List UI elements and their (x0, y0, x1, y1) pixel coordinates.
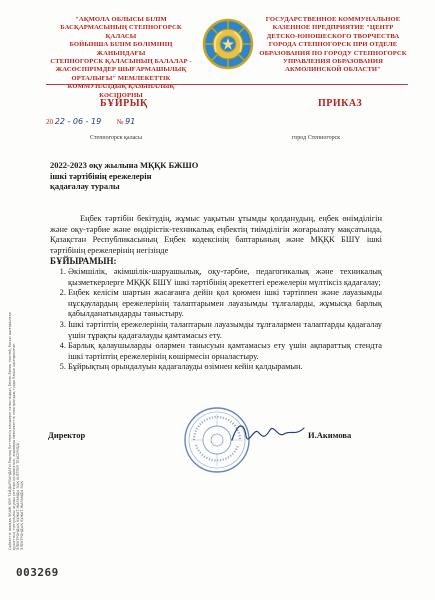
handwritten-signature-icon (228, 418, 308, 448)
state-emblem-icon (202, 18, 254, 70)
margin-note-line: Сәйкестік аныққа ЭҚАЖ КЕРІ ТАЙДЫРУЫНДАҒЫ барлық беттерінің мөлшерін салыстырып, бөлек-бөлек тікелей, басып шығарылған (8, 312, 12, 550)
letterhead-left-line: БАСҚАРМАСЫНЫҢ СТЕПНОГОРСК ҚАЛАСЫ (60, 24, 182, 40)
list-item: 1. Әкімшілік, әкімшілік-шаруашылық, оқу-тәрбие, педагогикалық және техникалық қызметкерлерге МҚҚК БШҮ ішкі тәртібінің әрекеттегі ережелерін мүлтіксіз қадағалау; (68, 267, 382, 288)
margin-verification-note (8, 312, 24, 550)
letterhead-right-line: ОБРАЗОВАНИЯ ПО ГОРОДУ СТЕПНОГОРСК (259, 49, 407, 57)
letterhead-right-line: ГОСУДАРСТВЕННОЕ КОММУНАЛЬНОЕ (265, 16, 401, 23)
subject-line: қадағалау туралы (50, 181, 120, 191)
order-subject (50, 160, 250, 192)
city-ru: город Степногорск (292, 135, 341, 141)
list-item: 5. Бұйрықтың орындалуын қадағалауды өзімнен кейін қалдырамын. (68, 362, 382, 373)
letterhead-left-line: СТЕПНОГОРСК ҚАЛАСЫНЫҢ БАЛАЛАР - (50, 58, 192, 66)
letterhead-right-line: УПРАВЛЕНИЯ ОБРАЗОВАНИЯ (283, 58, 383, 66)
decree-word: БҰЙЫРАМЫН (50, 256, 114, 267)
letterhead-left-line: ЖАСӨСПІРІМДЕР ШЫҒАРМАШЫЛЫҚ (55, 66, 187, 74)
order-items-list (50, 267, 382, 373)
letterhead-left-line: "АҚМОЛА ОБЛЫСЫ БІЛІМ (75, 16, 167, 23)
letterhead-right-line: АКМОЛИНСКОЙ ОБЛАСТИ" (285, 66, 381, 74)
list-item: 2. Еңбек келісім шартын жасағанға дейін қол қоюмен ішкі тәртіппен және лауазымды нұсқаулардың ережелерінің талаптарымен лауазымды тұлғаларды, жұмысқа барлық қабылданатындарды таныстыру. (68, 288, 382, 320)
list-item: 3. Ішкі тәртіптің ережелерінің талаптарын лауазымды тұлғалармен талаптарды қадағалау үшін тұрақты қадағалауды қамтамасыз ету. (68, 320, 382, 341)
document-title-ru: ПРИКАЗ (318, 98, 363, 109)
letterhead-right-line: ГОРОДА СТЕПНОГОРСК ПРИ ОТДЕЛЕ (268, 41, 398, 49)
subject-line: ішкі тәртібінің ережелерін (50, 170, 152, 181)
decree-heading: БҰЙЫРАМЫН: (50, 256, 117, 267)
margin-note-line: құжаттың түпнұсқасы жұмыс ретінде қолданатын, жарамды мемлекеттік электрондық түрде басып шығарылған (12, 343, 16, 550)
handwritten-number: 91 (125, 117, 136, 126)
document-serial-number: 003269 (16, 566, 59, 579)
letterhead-left-line: КОММУНАЛДЫҚ ҚАЗЫНАЛЫҚ КӘСІПОРНЫ (67, 83, 175, 99)
letterhead-divider (46, 84, 408, 85)
number-prefix: № (116, 118, 124, 126)
signatory-name: И.Акимова (308, 430, 352, 440)
margin-note-line: ЭЛЕКТРОНДЫҚ ҚҰЖАТ ЖАРАМДЫ ЭЦҚ (20, 481, 24, 550)
intro-paragraph: Еңбек тәртібін бекітудің, жұмыс уақытын ұтымды қолданудың, еңбек өнімділігін және оқу-тәрбие және өндірістік-техникалық еңбектің тиімділігін жоғарылату мақсатында, Қазақстан Республикасының Еңбек кодексінің баптарының және МҚҚК БШҮ ішкі тәртібінің ережелерінің негізінде (50, 214, 382, 255)
order-body (50, 214, 382, 373)
letterhead-left-line: ОРТАЛЫҒЫ" МЕМЛЕКЕТТІК (71, 74, 171, 82)
document-title-kz: БҰЙРЫҚ (100, 98, 148, 109)
list-item: 4. Барлық қалаушыларды олармен танысуын қамтамасыз ету үшін ақпараттық стендта ішкі тәртіптің ережелерінің көшірмесін орналастыру. (68, 341, 382, 362)
letterhead-right-line: КАЗЕННОЕ ПРЕДПРИЯТИЕ "ЦЕНТР (272, 24, 394, 32)
handwritten-date: 22 - 06 - 19 (54, 117, 102, 126)
signatory-role: Директор (48, 430, 86, 440)
letterhead-left (46, 16, 196, 100)
margin-note-line: ЭЛЕКТРОНДЫҚ ҚҰЖАТ ЖАРАМДЫ ЭЦҚ КІЛТТЕРІ ТЕКСЕРІЛДІ (16, 443, 20, 550)
date-prefix: 20 (46, 118, 53, 126)
letterhead-left-line: БОЙЫНША БІЛІМ БӨЛІМІНІҢ ЖАНЫНДАҒЫ (69, 41, 173, 57)
letterhead-right (258, 16, 408, 75)
city-kz: Степногорск қаласы (90, 135, 143, 141)
letterhead-right-line: ДЕТСКО-ЮНОШЕСКОГО ТВОРЧЕСТВА (266, 32, 400, 40)
subject-line: 2022-2023 оқу жылына МҚҚК БЖШО (50, 160, 199, 170)
date-number-row (46, 117, 135, 126)
